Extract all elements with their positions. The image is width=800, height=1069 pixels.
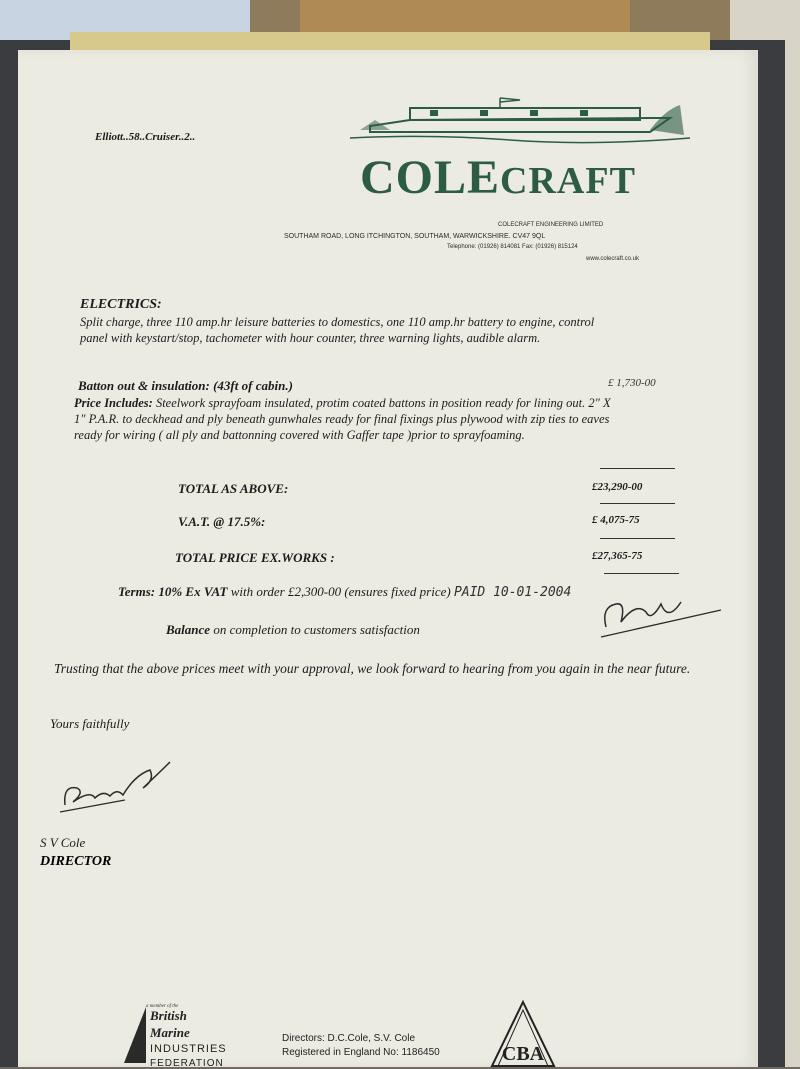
terms-label: Terms: 10% Ex VAT bbox=[118, 584, 228, 599]
divider bbox=[604, 573, 679, 574]
closing-paragraph: Trusting that the above prices meet with your approval, we look forward to hearing from you again in the near future. bbox=[54, 661, 691, 676]
narrowboat-logo-icon bbox=[350, 90, 690, 150]
paid-signature-icon bbox=[596, 592, 726, 642]
directors-text: Directors: D.C.Cole, S.V. Cole bbox=[282, 1033, 416, 1044]
terms-line bbox=[118, 584, 571, 600]
cba-logo-text: CBA bbox=[501, 1043, 545, 1065]
vat-label: V.A.T. @ 17.5%: bbox=[178, 514, 266, 529]
reference-text: Elliott..58..Cruiser..2.. bbox=[95, 131, 196, 143]
registration-text: Registered in England No: 1186450 bbox=[282, 1047, 440, 1058]
total-label: TOTAL AS ABOVE: bbox=[178, 481, 289, 496]
balance-line bbox=[166, 622, 420, 638]
paid-handwritten: PAID 10-01-2004 bbox=[453, 585, 572, 600]
total-price-label: TOTAL PRICE EX.WORKS : bbox=[175, 550, 335, 565]
price-includes-label: Price Includes: bbox=[74, 396, 153, 410]
cba-logo-icon bbox=[488, 1000, 558, 1067]
signature-icon bbox=[55, 750, 185, 820]
total-price-value: £27,365-75 bbox=[592, 550, 643, 562]
bmi-industries: INDUSTRIES bbox=[150, 1043, 227, 1055]
balance-text: on completion to customers satisfaction bbox=[210, 622, 420, 637]
bmi-british: British bbox=[150, 1008, 187, 1023]
balance-label: Balance bbox=[166, 622, 211, 637]
bmi-marine: Marine bbox=[150, 1025, 190, 1040]
company-telephone: Telephone: (01926) 814081 Fax: (01926) 815124 bbox=[447, 244, 578, 250]
company-name: COLECRAFT ENGINEERING LIMITED bbox=[498, 222, 604, 228]
company-address: SOUTHAM ROAD, LONG ITCHINGTON, SOUTHAM, WARWICKSHIRE. CV47 9QL bbox=[284, 233, 546, 240]
price-includes bbox=[74, 395, 614, 443]
bmi-federation: FEDERATION bbox=[150, 1058, 224, 1069]
bmi-member-text: a member of the bbox=[146, 1004, 179, 1009]
colecraft-logo: COLECRAFT bbox=[360, 151, 636, 204]
electrics-text: Split charge, three 110 amp.hr leisure batteries to domestics, one 110 amp.hr battery to engine, control panel with keystart/stop, tachometer with hour counter, three warning lights, audible alarm. bbox=[80, 315, 595, 345]
batton-heading: Batton out & insulation: (43ft of cabin.) bbox=[78, 378, 293, 393]
signatory-name: S V Cole bbox=[40, 835, 86, 850]
divider bbox=[600, 468, 675, 469]
company-website: www.colecraft.co.uk bbox=[586, 256, 640, 262]
divider bbox=[600, 503, 675, 504]
sail-logo-icon bbox=[120, 1005, 150, 1067]
electrics-heading: ELECTRICS: bbox=[80, 297, 162, 312]
vat-value: £ 4,075-75 bbox=[592, 514, 640, 526]
price-includes-text: Steelwork sprayfoam insulated, protim coated battons in position ready for lining out. 2" X 1" P.A.R. to deckhead and ply beneath gunwhales ready for final fixings plus plywood with zip ties to eaves ready for wiring ( all ply and battonning covered with Gaffer tape )prior to sprayfoaming. bbox=[74, 396, 611, 442]
terms-text: with order £2,300-00 (ensures fixed price) bbox=[227, 584, 451, 599]
signatory-title: DIRECTOR bbox=[40, 854, 112, 869]
total-value: £23,290-00 bbox=[592, 481, 643, 493]
salutation: Yours faithfully bbox=[50, 716, 130, 731]
divider bbox=[600, 538, 675, 539]
batton-price: £ 1,730-00 bbox=[608, 377, 656, 389]
